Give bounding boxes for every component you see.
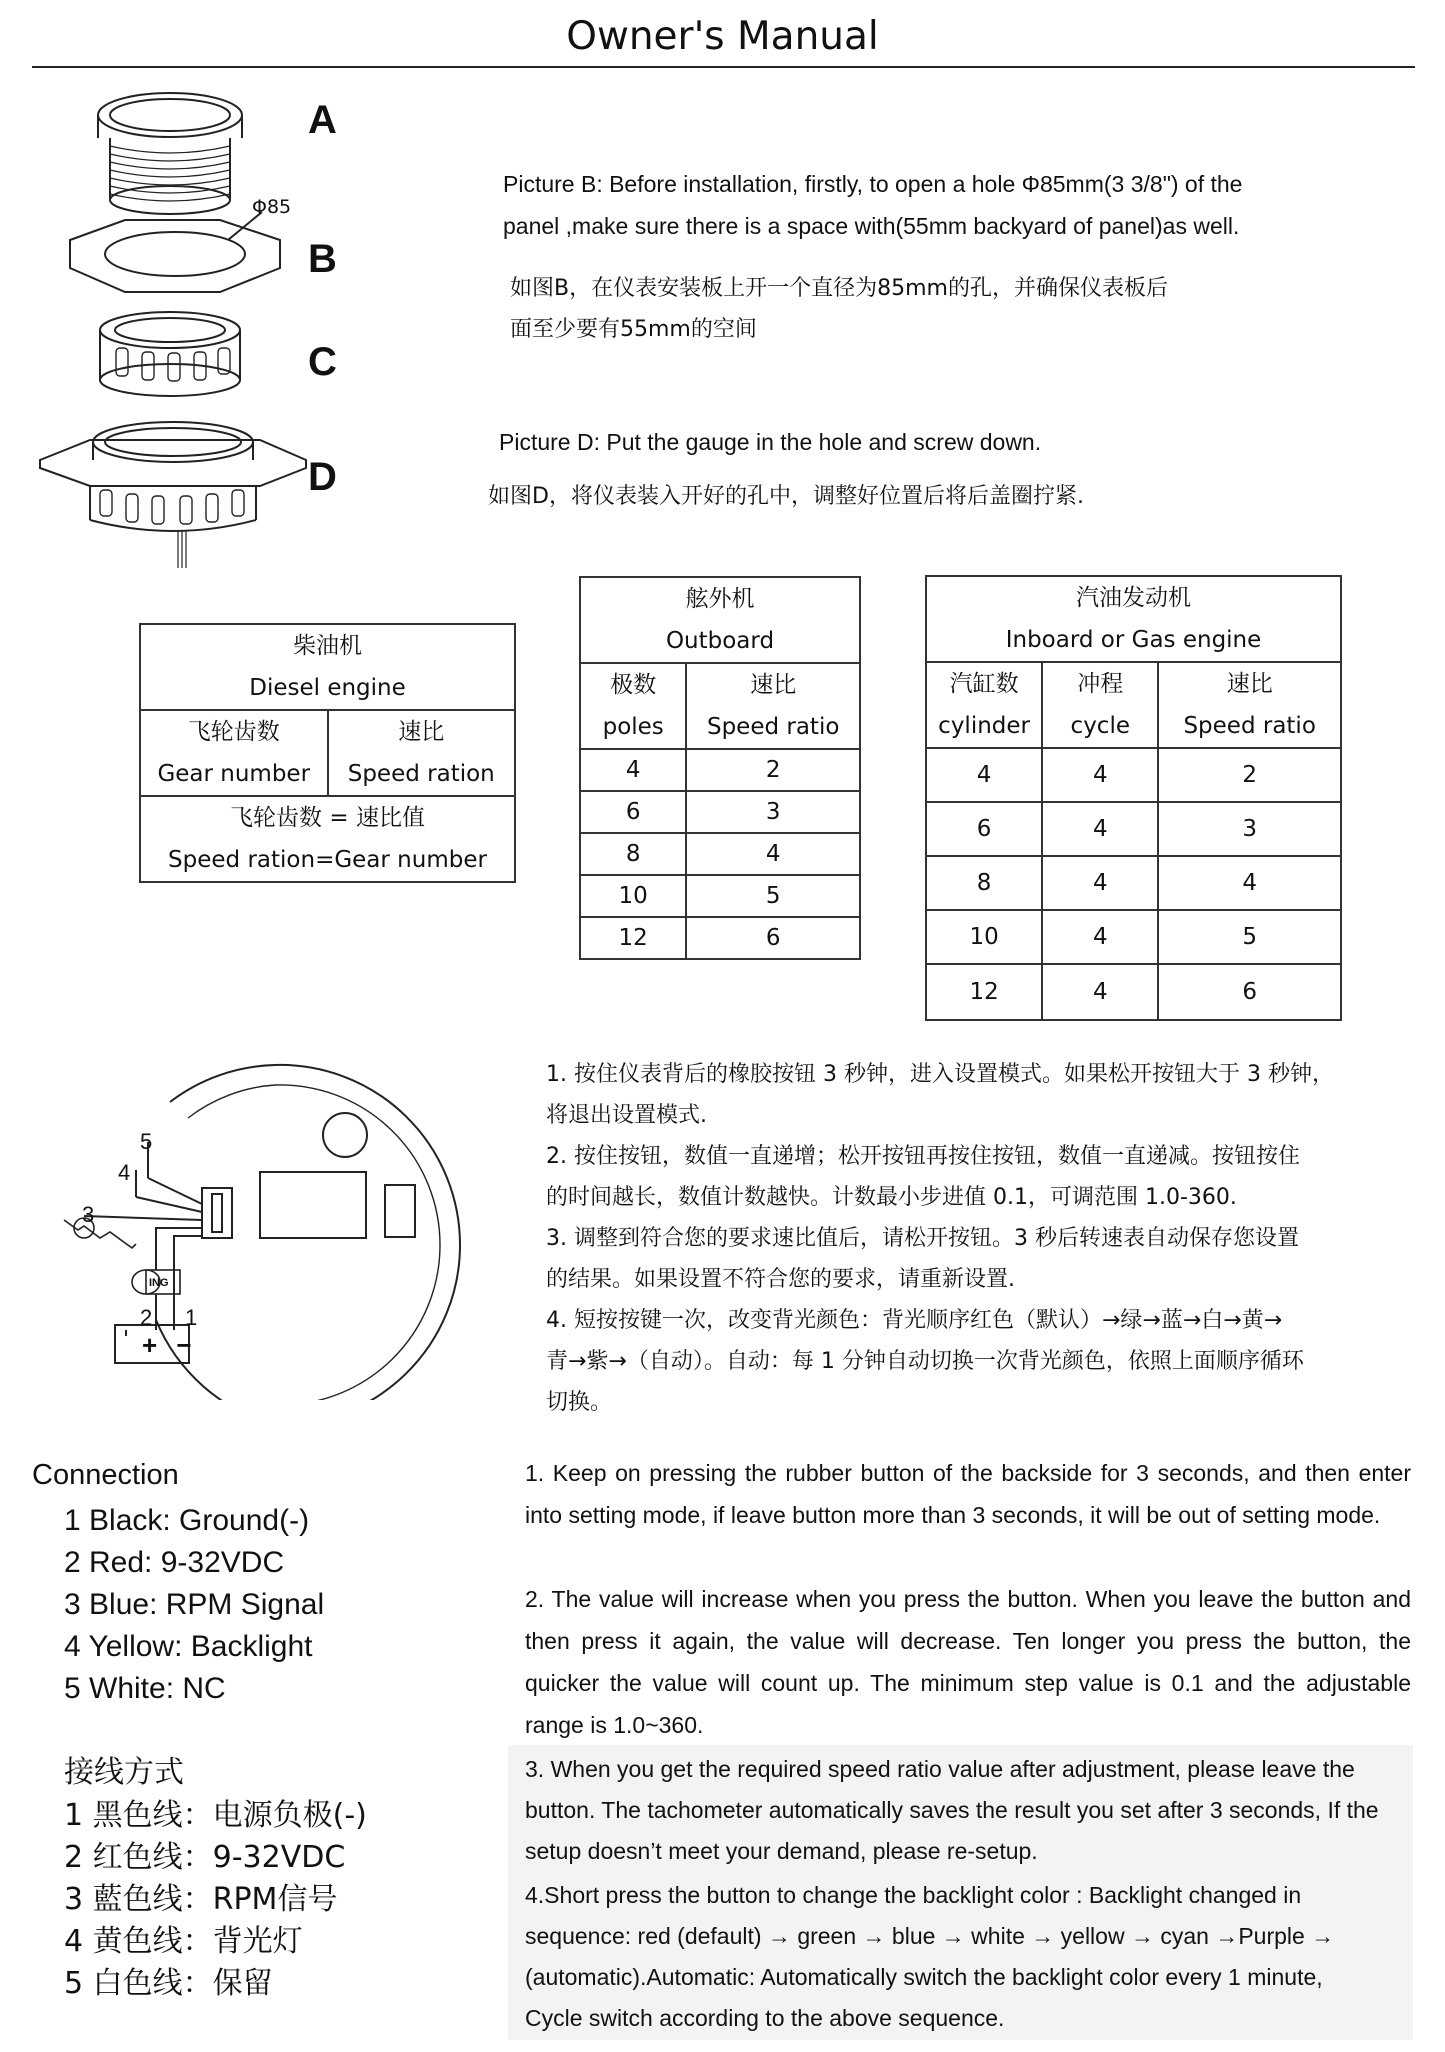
table-cell: 6 [580, 791, 686, 833]
wire-label-2: 2 [140, 1305, 153, 1330]
connection-item-cn: 3 藍色线：RPM信号 [64, 1882, 338, 1917]
gas-col1-cn: 汽缸数 [949, 671, 1019, 697]
gas-col2-en: cycle [1070, 713, 1130, 739]
connection-item: 3 Blue: RPM Signal [64, 1588, 325, 1621]
gas-title-cn: 汽油发动机 [1076, 585, 1191, 611]
gas-col3-en: Speed ratio [1183, 713, 1316, 739]
en-instruction-3: 3. When you get the required speed ratio value after adjustment, please leave the button. The tachometer automatically saves the result you set after 3 seconds, If the setup doesn’t meet your demand, please re-setup. [525, 1756, 1379, 1864]
table-cell: 2 [1158, 748, 1341, 802]
wire-label-3: 3 [82, 1202, 95, 1227]
diameter-label: Φ85 [252, 196, 292, 218]
connection-item: 5 White: NC [64, 1672, 226, 1705]
diesel-table [139, 623, 516, 883]
cn-line: 青→紫→（自动）。自动：每 1 分钟自动切换一次背光颜色，依照上面顺序循环 [546, 1349, 1304, 1374]
label-a: A [308, 98, 337, 142]
cn-line: 切换。 [546, 1390, 613, 1415]
gas-col3-cn: 速比 [1226, 671, 1273, 697]
cn-line: 2. 按住按钮，数值一直递增；松开按钮再按住按钮，数值一直递减。按钮按住 [546, 1144, 1300, 1169]
connection-item-cn: 5 白色线：保留 [64, 1966, 273, 2001]
label-b: B [308, 237, 337, 281]
wire-label-5: 5 [140, 1129, 153, 1154]
table-cell: 4 [926, 748, 1042, 802]
connection-item-cn: 1 黑色线：电源负极(-) [64, 1798, 367, 1833]
cn-line: 的时间越长，数值计数越快。计数最小步进值 0.1，可调范围 1.0-360. [546, 1185, 1237, 1210]
table-row [580, 833, 860, 875]
connection-list [64, 1500, 324, 1710]
table-cell: 12 [926, 964, 1042, 1020]
gas-col2-cn: 冲程 [1077, 671, 1124, 697]
en-instruction-1: 1. Keep on pressing the rubber button of the backside for 3 seconds, and then enter into setting mode, if leave button more than 3 seconds, it will be out of setting mode. [525, 1460, 1411, 1528]
title-divider [32, 66, 1415, 68]
table-row [926, 856, 1341, 910]
label-d: D [308, 455, 337, 499]
installation-drawing [30, 80, 310, 570]
wiring-diagram [60, 1060, 480, 1400]
table-cell: 4 [1042, 802, 1158, 856]
diesel-col2-cn: 速比 [398, 719, 445, 745]
table-cell: 4 [686, 833, 860, 875]
table-cell: 2 [686, 749, 860, 791]
gas-title-en: Inboard or Gas engine [1005, 627, 1262, 653]
outboard-col1-en: poles [602, 714, 664, 740]
table-row [580, 875, 860, 917]
connection-list-cn [64, 1795, 367, 2005]
table-cell: 6 [1158, 964, 1341, 1020]
connection-item: 1 Black: Ground(-) [64, 1504, 310, 1537]
diesel-formula-en: Speed ration=Gear number [168, 847, 487, 873]
picture-b-en-line2: panel ,make sure there is a space with(55mm backyard of panel)as well. [503, 213, 1240, 239]
outboard-col2-cn: 速比 [750, 672, 797, 698]
label-c: C [308, 340, 337, 384]
table-cell: 4 [1158, 856, 1341, 910]
picture-d-cn: 如图D，将仪表装入开好的孔中，调整好位置后将后盖圈拧紧. [488, 484, 1084, 509]
connection-title: Connection [32, 1459, 179, 1491]
table-cell: 6 [926, 802, 1042, 856]
diesel-col1-cn: 飞轮齿数 [187, 719, 280, 745]
outboard-title-en: Outboard [665, 628, 775, 654]
table-row [580, 917, 860, 959]
table-cell: 12 [580, 917, 686, 959]
battery-symbol: + − [142, 1330, 198, 1360]
cn-line: 将退出设置模式. [546, 1103, 707, 1128]
wire-label-4: 4 [118, 1160, 131, 1185]
table-row [926, 748, 1341, 802]
table-cell: 5 [1158, 910, 1341, 964]
cn-instructions [546, 1054, 1406, 1423]
gas-engine-table [925, 575, 1342, 1021]
cn-line: 3. 调整到符合您的要求速比值后，请松开按钮。3 秒后转速表自动保存您设置 [546, 1226, 1299, 1251]
table-cell: 3 [1158, 802, 1341, 856]
table-cell: 4 [1042, 748, 1158, 802]
en-instruction-4: 4.Short press the button to change the backlight color : Backlight changed in sequence: red (default) → green → blue → white → yellow → cyan →Purple → (automatic).Automatic: Automatically switch the backlight color every 1 minute, Cycle switch according to the above sequence. [525, 1882, 1335, 2031]
picture-b-cn-line1: 如图B，在仪表安装板上开一个直径为85mm的孔，并确保仪表板后 [510, 276, 1168, 301]
en-instruction-2: 2. The value will increase when you press the button. When you leave the button and then press it again, the value will decrease. Ten longer you press the button, the quicker the value will count up. The minimum step value is 0.1 and the adjustable range is 1.0~360. [525, 1586, 1411, 1738]
wire-label-1: 1 [185, 1305, 198, 1330]
outboard-table [579, 576, 861, 960]
gas-col1-en: cylinder [938, 713, 1030, 739]
table-cell: 4 [1042, 964, 1158, 1020]
connection-item: 2 Red: 9-32VDC [64, 1546, 285, 1579]
diesel-title-en: Diesel engine [249, 675, 406, 701]
table-cell: 4 [1042, 856, 1158, 910]
outboard-title-cn: 舷外机 [685, 586, 755, 612]
table-cell: 4 [580, 749, 686, 791]
ignition-label: ING [149, 1277, 169, 1289]
table-cell: 4 [1042, 910, 1158, 964]
cn-line: 4. 短按按键一次，改变背光颜色：背光顺序红色（默认）→绿→蓝→白→黄→ [546, 1308, 1283, 1333]
outboard-col1-cn: 极数 [610, 672, 657, 698]
page-title: Owner's Manual [566, 14, 879, 59]
table-cell: 6 [686, 917, 860, 959]
picture-b-cn-line2: 面至少要有55mm的空间 [510, 317, 757, 342]
cn-line: 的结果。如果设置不符合您的要求，请重新设置. [546, 1267, 1015, 1292]
table-cell: 3 [686, 791, 860, 833]
connection-item: 4 Yellow: Backlight [64, 1630, 313, 1663]
picture-b-en-line1: Picture B: Before installation, firstly, to open a hole Φ85mm(3 3/8") of the [503, 171, 1243, 197]
table-cell: 5 [686, 875, 860, 917]
connection-item-cn: 4 黄色线：背光灯 [64, 1924, 303, 1959]
table-cell: 8 [580, 833, 686, 875]
table-row [926, 802, 1341, 856]
connection-title-cn: 接线方式 [64, 1755, 184, 1790]
diesel-formula-cn: 飞轮齿数 = 速比值 [230, 805, 425, 831]
connection-item-cn: 2 红色线：9-32VDC [64, 1840, 346, 1875]
table-row [580, 749, 860, 791]
diesel-col1-en: Gear number [157, 761, 311, 787]
outboard-col2-en: Speed ratio [706, 714, 840, 740]
table-row [580, 791, 860, 833]
diesel-title-cn: 柴油机 [293, 633, 362, 659]
cn-line: 1. 按住仪表背后的橡胶按钮 3 秒钟，进入设置模式。如果松开按钮大于 3 秒钟， [546, 1062, 1334, 1087]
picture-d-en: Picture D: Put the gauge in the hole and screw down. [499, 429, 1042, 455]
table-row [926, 964, 1341, 1020]
diesel-col2-en: Speed ration [347, 761, 495, 787]
table-cell: 10 [926, 910, 1042, 964]
table-cell: 8 [926, 856, 1042, 910]
table-row [926, 910, 1341, 964]
table-cell: 10 [580, 875, 686, 917]
